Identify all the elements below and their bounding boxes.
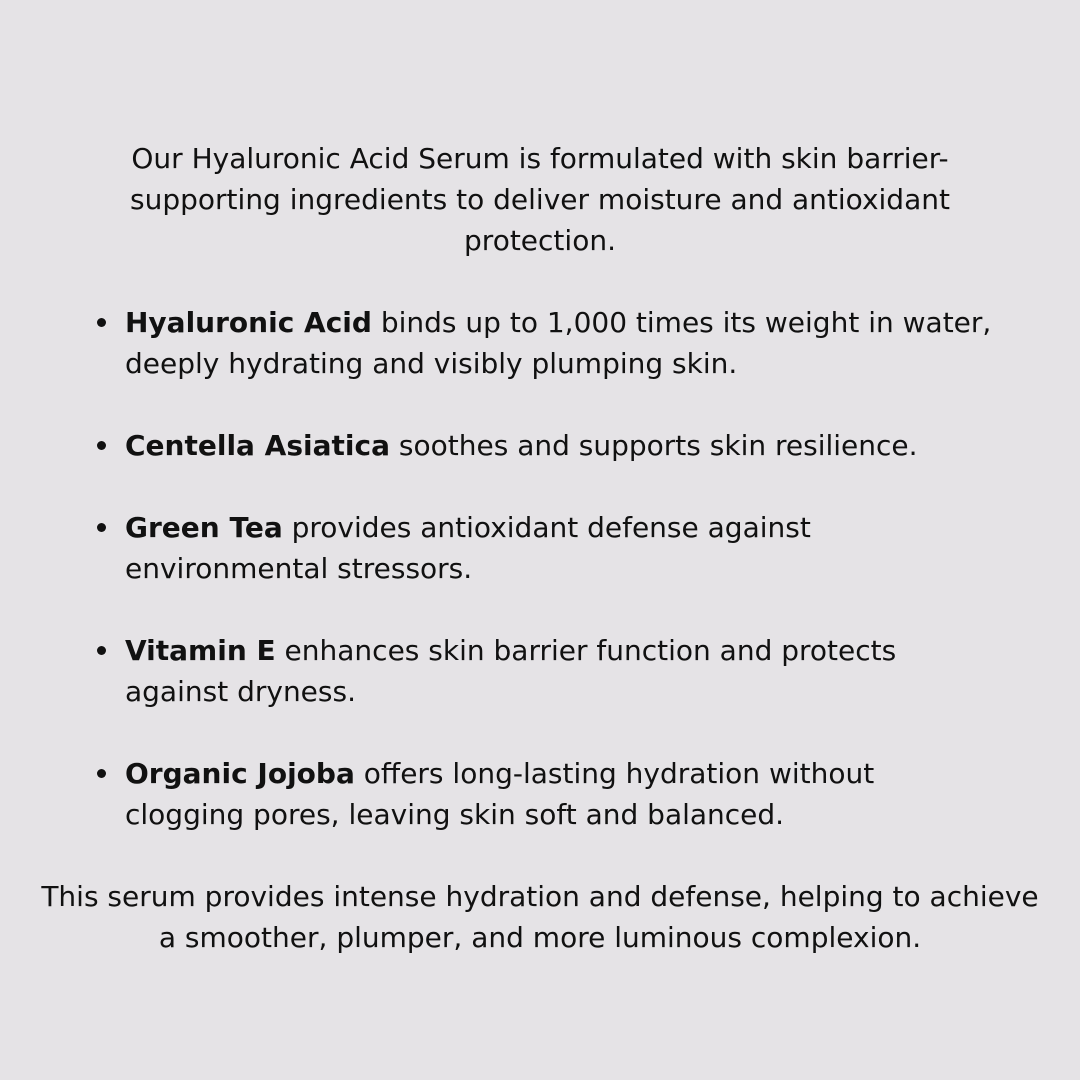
ingredients-list	[96, 302, 996, 835]
ingredient-description: binds up to 1,000 times its weight in water, deeply hydrating and visibly plumping skin.	[125, 306, 992, 380]
ingredient-name: Green Tea	[125, 511, 283, 544]
ingredient-description: offers long-lasting hydration without clogging pores, leaving skin soft and balanced.	[125, 757, 875, 831]
ingredient-list-item	[96, 507, 996, 589]
bullet-icon	[97, 646, 106, 655]
ingredient-list-item	[96, 425, 996, 466]
ingredient-list-item	[96, 753, 996, 835]
bullet-icon	[97, 769, 106, 778]
ingredient-description: enhances skin barrier function and protects against dryness.	[125, 634, 897, 708]
ingredient-name: Hyaluronic Acid	[125, 306, 372, 339]
bullet-icon	[97, 318, 106, 327]
intro-paragraph: Our Hyaluronic Acid Serum is formulated with skin barrier-supporting ingredients to deliver moisture and antioxidant protection.	[130, 142, 950, 257]
ingredient-name: Vitamin E	[125, 634, 276, 667]
bullet-icon	[97, 441, 106, 450]
ingredient-name: Organic Jojoba	[125, 757, 355, 790]
ingredient-description: soothes and supports skin resilience.	[398, 429, 918, 462]
ingredient-description: provides antioxidant defense against environmental stressors.	[125, 511, 811, 585]
ingredient-list-item	[96, 630, 996, 712]
ingredient-name: Centella Asiatica	[125, 429, 390, 462]
closing-paragraph: This serum provides intense hydration and defense, helping to achieve a smoother, plumper, and more luminous complexion.	[41, 880, 1039, 954]
bullet-icon	[97, 523, 106, 532]
ingredient-list-item	[96, 302, 996, 384]
